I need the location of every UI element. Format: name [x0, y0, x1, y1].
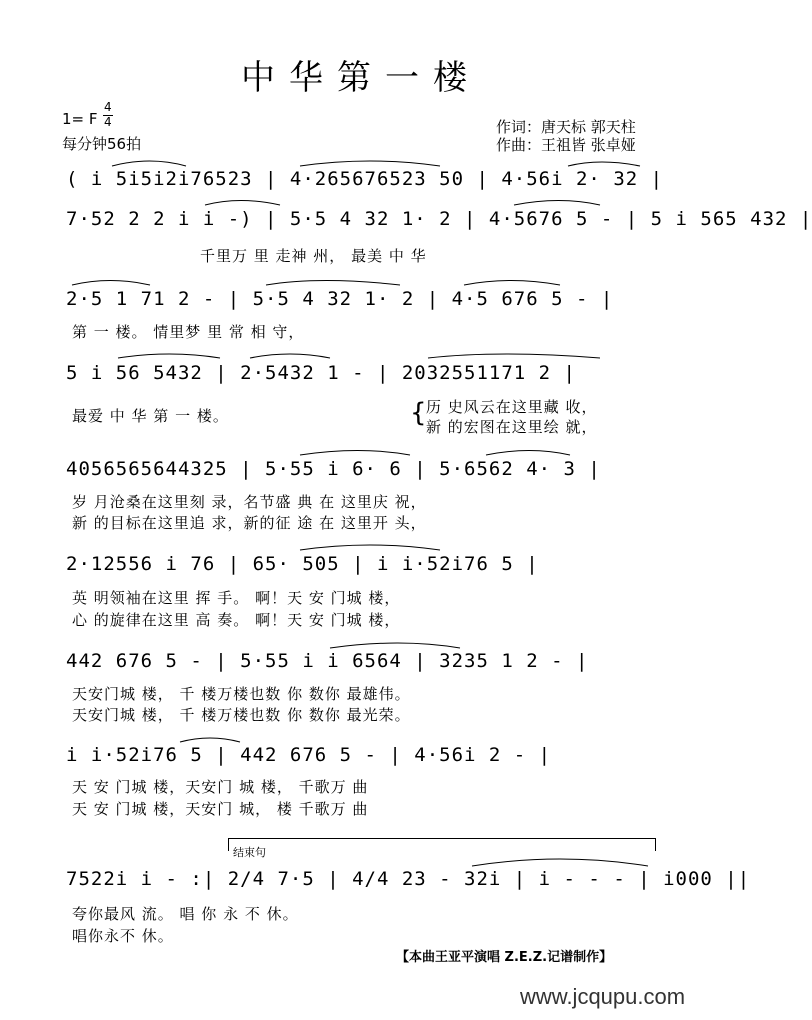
staff-row-1-notes: ( i 5i5i2i76523 | 4·265676523 50 | 4·56i 2· 32 | [66, 168, 664, 190]
tempo-marking: 每分钟56拍 [62, 135, 142, 153]
staff-row-2-notes: 7·52 2 2 i i -) | 5·5 4 32 1· 2 | 4·5676 5 - | 5 i 565 432 | [66, 208, 812, 230]
staff-row-8-lyric-1: 天 安 门城 楼，天安门 城 楼， 千歌万 曲 [72, 778, 369, 796]
composer-credit: 作曲：王祖皆 张卓娅 [496, 136, 636, 154]
staff-row-3-lyric-1: 第 一 楼。 情里梦 里 常 相 守， [72, 323, 305, 341]
staff-row-3-notes: 2·5 1 71 2 - | 5·5 4 32 1· 2 | 4·5 676 5 - | [66, 288, 614, 310]
staff-row-6-lyric-1: 英 明领袖在这里 挥 手。 啊！天 安 门城 楼， [72, 589, 401, 607]
verse-brace: { [410, 398, 427, 428]
staff-row-9-notes: 7522i i - :| 2/4 7·5 | 4/4 23 - 32i | i - - - | i000 || [66, 868, 751, 890]
staff-row-4-lyric-2: 历 史风云在这里藏 收， [426, 398, 598, 416]
lyricist-credit: 作词：唐天标 郭天柱 [496, 118, 636, 136]
watermark-url: www.jcqupu.com [520, 984, 686, 1009]
staff-row-8-notes: i i·52i76 5 | 442 676 5 - | 4·56i 2 - | [66, 744, 552, 766]
staff-row-5-lyric-1: 岁 月沧桑在这里刻 录，名节盛 典 在 这里庆 祝， [72, 493, 427, 511]
staff-row-6-notes: 2·12556 i 76 | 65· 505 | i i·52i76 5 | [66, 553, 539, 575]
time-signature-top: 4 [104, 100, 112, 114]
key-signature: 1= F [62, 110, 98, 128]
staff-row-9-lyric-2: 唱你永不 休。 [72, 927, 174, 945]
staff-row-4-lyric-1: 最爱 中 华 第 一 楼。 [72, 407, 229, 425]
staff-row-9-lyric-1: 夸你最风 流。 唱 你 永 不 休。 [72, 905, 299, 923]
time-signature-bottom: 4 [104, 115, 112, 129]
staff-row-7-notes: 442 676 5 - | 5·55 i i 6564 | 3235 1 2 - | [66, 650, 589, 672]
staff-row-4-lyric-3: 新 的宏图在这里绘 就， [426, 418, 598, 436]
ending-label: 结束句 [233, 846, 266, 859]
staff-row-5-lyric-2: 新 的目标在这里追 求，新的征 途 在 这里开 头， [72, 514, 427, 532]
page-title: 中华第一楼 [241, 58, 481, 98]
staff-row-4-notes: 5 i 56 5432 | 2·5432 1 - | 2032551171 2 | [66, 362, 576, 384]
staff-row-5-notes: 4056565644325 | 5·55 i 6· 6 | 5·6562 4· 3 | [66, 458, 601, 480]
performance-credit: 【本曲王亚平演唱 Z.E.Z.记谱制作】 [396, 950, 613, 965]
staff-row-8-lyric-2: 天 安 门城 楼，天安门 城， 楼 千歌万 曲 [72, 800, 369, 818]
staff-row-6-lyric-2: 心 的旋律在这里 高 奏。 啊！天 安 门城 楼， [72, 611, 401, 629]
staff-row-7-lyric-1: 天安门城 楼， 千 楼万楼也数 你 数你 最雄伟。 [72, 685, 411, 703]
staff-row-2-lyric-1: 千里万 里 走神 州， 最美 中 华 [200, 247, 427, 265]
staff-row-7-lyric-2: 天安门城 楼， 千 楼万楼也数 你 数你 最光荣。 [72, 706, 411, 724]
